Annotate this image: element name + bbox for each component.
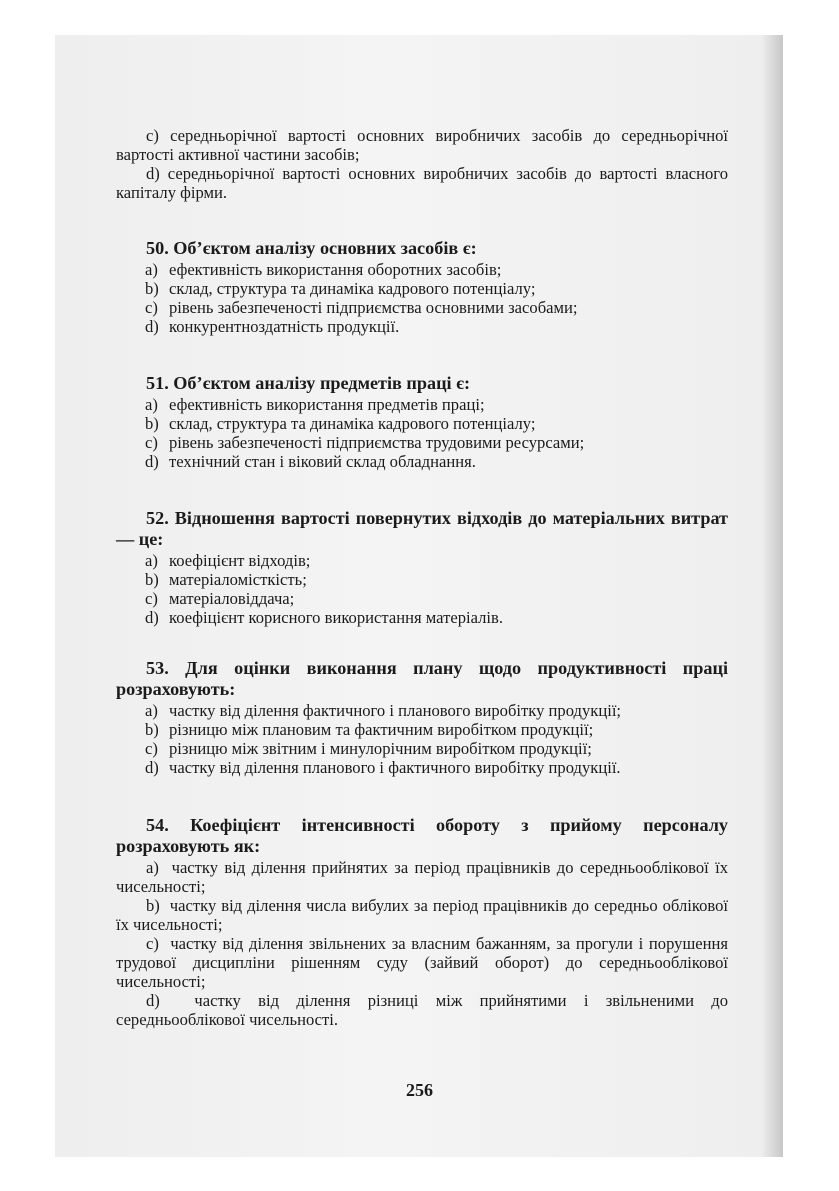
option-letter: b)	[146, 896, 160, 915]
option-b	[116, 570, 728, 589]
question-title: 51. Об’єктом аналізу предметів праці є:	[146, 373, 471, 393]
option-text: рівень забезпеченості підприємства основними засобами;	[169, 298, 578, 317]
option-letter: a)	[145, 395, 158, 414]
question-title: 50. Об’єктом аналізу основних засобів є:	[146, 238, 477, 258]
option-text: рівень забезпеченості підприємства трудовими ресурсами;	[169, 433, 585, 452]
option-text: різницю між звітним і минулорічним виробітком продукції;	[169, 739, 592, 758]
option-text: частку від ділення різниці між прийнятими і звільненими до середньооблікової чисельності.	[116, 991, 728, 1029]
option-text: частку від ділення звільнених за власним бажанням, за прогули і порушення трудової дисципліни рішенням суду (зайвий оборот) до середньооблікової чисельності;	[116, 934, 729, 991]
option-d	[116, 758, 728, 777]
option-letter: b)	[145, 720, 159, 739]
option-c	[116, 433, 728, 452]
question-title: 53. Для оцінки виконання плану щодо продуктивності праці розраховують:	[116, 658, 728, 699]
option-text: технічний стан і віковий склад обладнання.	[169, 452, 476, 471]
option-text: коефіцієнт відходів;	[169, 551, 311, 570]
page-edge-shadow	[761, 35, 783, 1157]
option-letter: a)	[145, 260, 158, 279]
question-53	[116, 658, 728, 777]
question-54	[116, 815, 728, 1029]
option-letter: b)	[145, 279, 159, 298]
continuation-d: d) середньорічної вартості основних виробничих засобів до вартості власного капіталу фірми.	[116, 164, 728, 202]
option-d	[116, 991, 728, 1029]
option-a	[116, 858, 728, 896]
option-text: склад, структура та динаміка кадрового потенціалу;	[169, 279, 536, 298]
option-b	[116, 279, 728, 298]
option-text: частку від ділення фактичного і планового виробітку продукції;	[169, 701, 622, 720]
option-letter: d)	[145, 758, 159, 777]
option-letter: d)	[145, 452, 159, 471]
option-a	[116, 551, 728, 570]
option-letter: b)	[145, 570, 159, 589]
option-d	[116, 452, 728, 471]
option-text: конкурентноздатність продукції.	[169, 317, 400, 336]
option-a	[116, 395, 728, 414]
option-letter: c)	[145, 298, 158, 317]
option-b	[116, 896, 728, 934]
option-letter: a)	[145, 551, 158, 570]
page-number: 256	[406, 1080, 433, 1100]
option-c	[116, 739, 728, 758]
option-letter: c)	[145, 739, 158, 758]
option-text: коефіцієнт корисного використання матеріалів.	[169, 608, 503, 627]
option-d	[116, 317, 728, 336]
option-letter: a)	[146, 858, 159, 877]
question-52	[116, 508, 728, 627]
option-text: матеріаломісткість;	[169, 570, 307, 589]
question-title: 52. Відношення вартості повернутих відходів до матеріальних витрат — це:	[116, 508, 728, 549]
option-b	[116, 414, 728, 433]
option-a	[116, 260, 728, 279]
option-d	[116, 608, 728, 627]
option-text: різницю між плановим та фактичним виробітком продукції;	[169, 720, 594, 739]
option-text: склад, структура та динаміка кадрового потенціалу;	[169, 414, 536, 433]
question-title: 54. Коефіцієнт інтенсивності обороту з прийому персоналу розраховують як:	[116, 815, 728, 856]
option-letter: a)	[145, 701, 158, 720]
question-51	[116, 373, 728, 471]
option-text: частку від ділення планового і фактичного виробітку продукції.	[169, 758, 621, 777]
option-text: матеріаловіддача;	[169, 589, 295, 608]
option-b	[116, 720, 728, 739]
option-letter: c)	[145, 433, 158, 452]
question-50	[116, 238, 728, 336]
option-letter: c)	[146, 934, 159, 953]
option-letter: d)	[145, 608, 159, 627]
option-letter: d)	[146, 991, 160, 1010]
continuation-block	[116, 126, 728, 202]
option-text: ефективність використання оборотних засобів;	[169, 260, 502, 279]
option-letter: b)	[145, 414, 159, 433]
continuation-c: c) середньорічної вартості основних виробничих засобів до середньорічної вартості активної частини засобів;	[116, 126, 728, 164]
option-c	[116, 589, 728, 608]
option-letter: d)	[145, 317, 159, 336]
option-c	[116, 934, 728, 991]
option-c	[116, 298, 728, 317]
option-letter: c)	[145, 589, 158, 608]
option-text: частку від ділення числа вибулих за період працівників до середньо облікової їх чисельності;	[116, 896, 728, 934]
option-text: частку від ділення прийнятих за період працівників до середньооблікової їх чисельності;	[116, 858, 729, 896]
option-text: ефективність використання предметів праці;	[169, 395, 485, 414]
option-a	[116, 701, 728, 720]
